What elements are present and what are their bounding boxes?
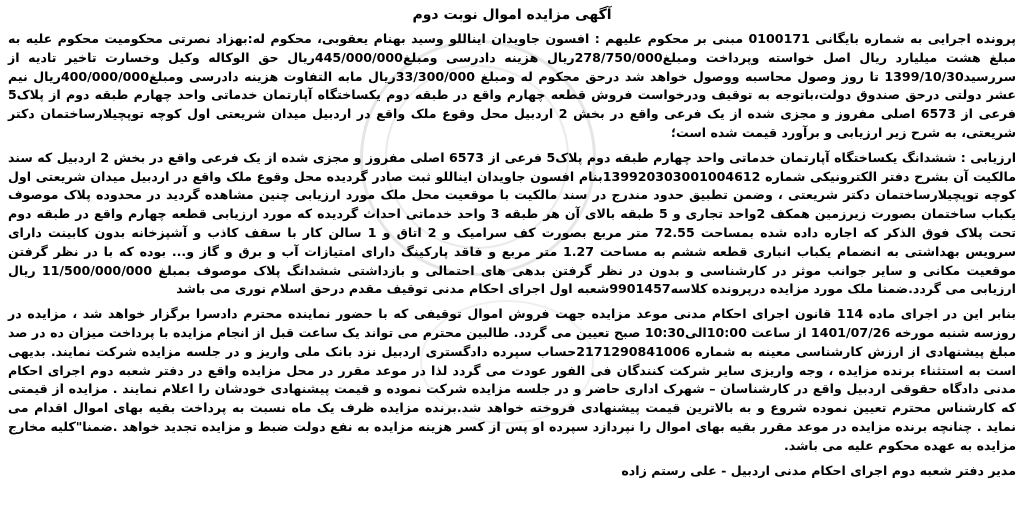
case-details-paragraph: پرونده اجرایی به شماره بایگانی 0100171 مبنی بر محکوم علیهم : افسون جاویدان ایناللو وسید بهنام یعقوبی، محکوم له:بهزاد نصرتی محکومیت محکوم علیه به مبلغ هشت میلیارد ریال اصل خواسته وپرداخت ومبلغ278/750/000ریال هزینه دادرسی ومبلغ445/000/000ریال حق الوکاله وکیل وخسارت تاخیر تادیه از سررسید1399/10/30 تا روز وصول محاسبه ووصول خواهد شد درحق محکوم له ومبلغ 33/300/000ریال مابه التفاوت هزینه دادرسی ومبلغ400/000/000ریال نیم عشر دولتی درحق صندوق دولت،باتوجه به توقیف ودرخواست فروش قطعه چهارم واقع در طبقه دوم یکساختگاه آپارتمان خدماتی واحد چهارم طبقه دوم از پلاک5 فرعی از 6573 اصلی مفروز و مجزی شده از یک فرعی واقع در بخش 2 اردبیل محل وقوع ملک واقع در اردبیل میدان شریعتی اول کوچه توپچیلارساختمان دکتر شریعتی، به شرح زیر ارزیابی و برآورد قیمت شده است؛ bbox=[8, 31, 1017, 140]
notice-document bbox=[8, 4, 1016, 480]
appraisal-paragraph: ارزیابی : ششدانگ یکساختگاه آپارتمان خدماتی واحد چهارم طبقه دوم پلاک5 فرعی از 6573 اصلی مفروز و مجزی شده از یک فرعی واقع در بخش 2 اردبیل که سند مالکیت آن بشرح دفتر الکترونیکی شماره 139920303001004612بنام افسون جاویدان ایناللو ثبت صادر گردیده محل وقوع ملک واقع در اردبیل میدان شریعتی اول کوچه توپچیلارساختمان دکتر شریعتی ، وضمن تطبیق حدود مندرج در سند مالکیت با موقعیت محل ملک مورد ارزیابی چنین مشاهده گردید در محدوده پلاک موصوف یکباب ساختمان بصورت زیرزمین همکف 2واحد تجاری و 5 طبقه بالای آن هر طبقه 3 واحد خدماتی احداث گردیده که مورد ارزیابی قطعه چهارم واقع در طبقه دوم تحت پلاک فوق الذکر که اجاره داده شده بمساحت 72.55 متر مربع بصورت کف سرامیک و 2 اتاق و 1 سالن کار با سقف کاذب و آشپزخانه بدون کابینت دارای سرویس بهداشتی به انضمام یکباب انباری قطعه ششم به مساحت 1.27 متر مربع و فاقد پارکینگ دارای امتیازات آب و برق و گاز و... بوده که با در نظر گرفتن موقعیت مکانی و سایر جوانب موثر در کارشناسی و بدون در نظر گرفتن بدهی های احتمالی و بازداشتی ششدانگ پلاک موصوف بمبلغ 11/500/000/000 ریال ارزیابی می گردد.ضمنا ملک مورد مزایده درپرونده کلاسه9901457شعبه اول اجرای احکام مدنی توقیف مقدم درحق اسلام نوری می باشد bbox=[8, 149, 1017, 297]
auction-terms-paragraph: بنابر این در اجرای ماده 114 قانون اجرای احکام مدنی موعد مزایده جهت فروش اموال توقیفی که با حضور نماینده محترم دادسرا برگزار خواهد شد ، مزایده در روزسه شنبه مورخه 1401/07/26 از ساعت 10:00الی10:30 صبح تعیین می گردد. طالبین محترم می تواند یک ساعت قبل از انجام مزایده با پرداخت میزان ده در صد مبلغ پیشنهادی از ارزش کارشناسی معینه به شماره 2171290841006حساب سپرده دادگستری اردبیل نزد بانک ملی واریز و در جلسه مزایده شرکت نمایند. بدیهی است به استثناء برنده مزایده ، وجه واریزی سایر شرکت کنندگان فی الفور عودت می گردد لذا در موعد مقرر در محل مزایده واقع در دفتر شعبه دوم اجرای احکام مدنی دادگاه حقوقی اردبیل واقع در کارشناسان – شهرک اداری حاضر و در جلسه مزایده شرکت نموده و قیمت پیشنهادی خودشان را اعلام نمایند . مزایده از قیمتی که کارشناس محترم تعیین نموده شروع و به بالاترین قیمت پیشنهادی فروخته خواهد شد.برنده مزایده ظرف یک ماه نسبت به پرداخت بقیه بهای اموال اقدام می نماید . چنانچه برنده مزایده در موعد مقرر بقیه بهای اموال را نپردازد سپرده او پس از کسر هزینه مزایده به نفع دولت ضبط و مزایده تجدید خواهد .ضمنا"کلیه مخارج مزایده به عهده محکوم علیه می باشد. bbox=[8, 306, 1016, 453]
notice-title: آگهی مزایده اموال نوبت دوم bbox=[412, 7, 612, 23]
signature-line: مدیر دفتر شعبه دوم اجرای احکام مدنی اردبیل - علی رستم زاده bbox=[621, 462, 1016, 478]
